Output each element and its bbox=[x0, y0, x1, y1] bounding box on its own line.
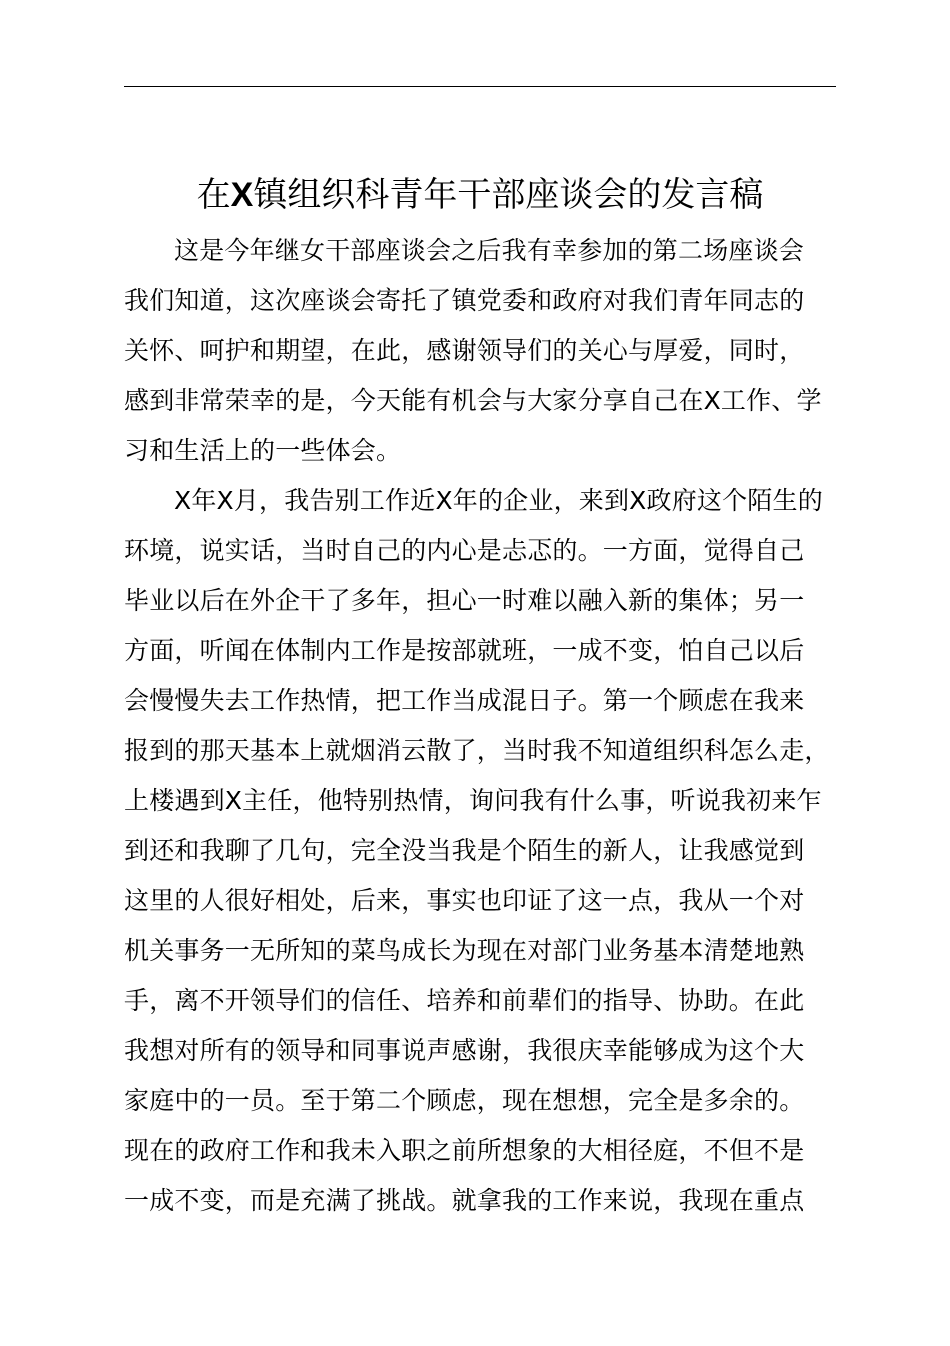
text-line: 习和生活上的一些体会。 bbox=[124, 436, 402, 465]
text-line: 感到非常荣幸的是，今天能有机会与大家分享自己在X工作、学 bbox=[124, 386, 822, 415]
document-title bbox=[124, 169, 836, 221]
text-line: 方面，听闻在体制内工作是按部就班，一成不变，怕自己以后 bbox=[124, 636, 805, 665]
title-x: X bbox=[230, 175, 254, 214]
title-prefix: 在 bbox=[196, 174, 231, 215]
text-line: 报到的那天基本上就烟消云散了，当时我不知道组织科怎么走， bbox=[124, 736, 830, 765]
text-line: 机关事务一无所知的菜鸟成长为现在对部门业务基本清楚地熟 bbox=[124, 936, 805, 965]
text-line: 家庭中的一员。至于第二个顾虑，现在想想，完全是多余的。 bbox=[124, 1086, 805, 1115]
text-line: 我们知道，这次座谈会寄托了镇党委和政府对我们青年同志的 bbox=[124, 286, 805, 315]
header-rule bbox=[124, 86, 836, 87]
text-line: X年X月，我告别工作近X年的企业，来到X政府这个陌生的 bbox=[174, 486, 823, 515]
text-line: 关怀、呵护和期望，在此，感谢领导们的关心与厚爱，同时， bbox=[124, 336, 805, 365]
text-line: 到还和我聊了几句，完全没当我是个陌生的新人，让我感觉到 bbox=[124, 836, 805, 865]
text-line: 一成不变，而是充满了挑战。就拿我的工作来说，我现在重点 bbox=[124, 1186, 805, 1215]
title-suffix: 镇组织科青年干部座谈会的发言稿 bbox=[253, 174, 764, 215]
text-line: 我想对所有的领导和同事说声感谢，我很庆幸能够成为这个大 bbox=[124, 1036, 805, 1065]
text-line: 毕业以后在外企干了多年，担心一时难以融入新的集体；另一 bbox=[124, 586, 805, 615]
text-line: 手，离不开领导们的信任、培养和前辈们的指导、协助。在此 bbox=[124, 986, 805, 1015]
text-line: 环境，说实话，当时自己的内心是忐忑的。一方面，觉得自己 bbox=[124, 536, 805, 565]
text-line: 这里的人很好相处，后来，事实也印证了这一点，我从一个对 bbox=[124, 886, 805, 915]
text-line: 上楼遇到X主任，他特别热情，询问我有什么事，听说我初来乍 bbox=[124, 786, 822, 815]
text-line: 这是今年继女干部座谈会之后我有幸参加的第二场座谈会 bbox=[174, 236, 805, 265]
text-line: 现在的政府工作和我未入职之前所想象的大相径庭，不但不是 bbox=[124, 1136, 805, 1165]
document-body bbox=[124, 226, 864, 1226]
text-line: 会慢慢失去工作热情，把工作当成混日子。第一个顾虑在我来 bbox=[124, 686, 805, 715]
